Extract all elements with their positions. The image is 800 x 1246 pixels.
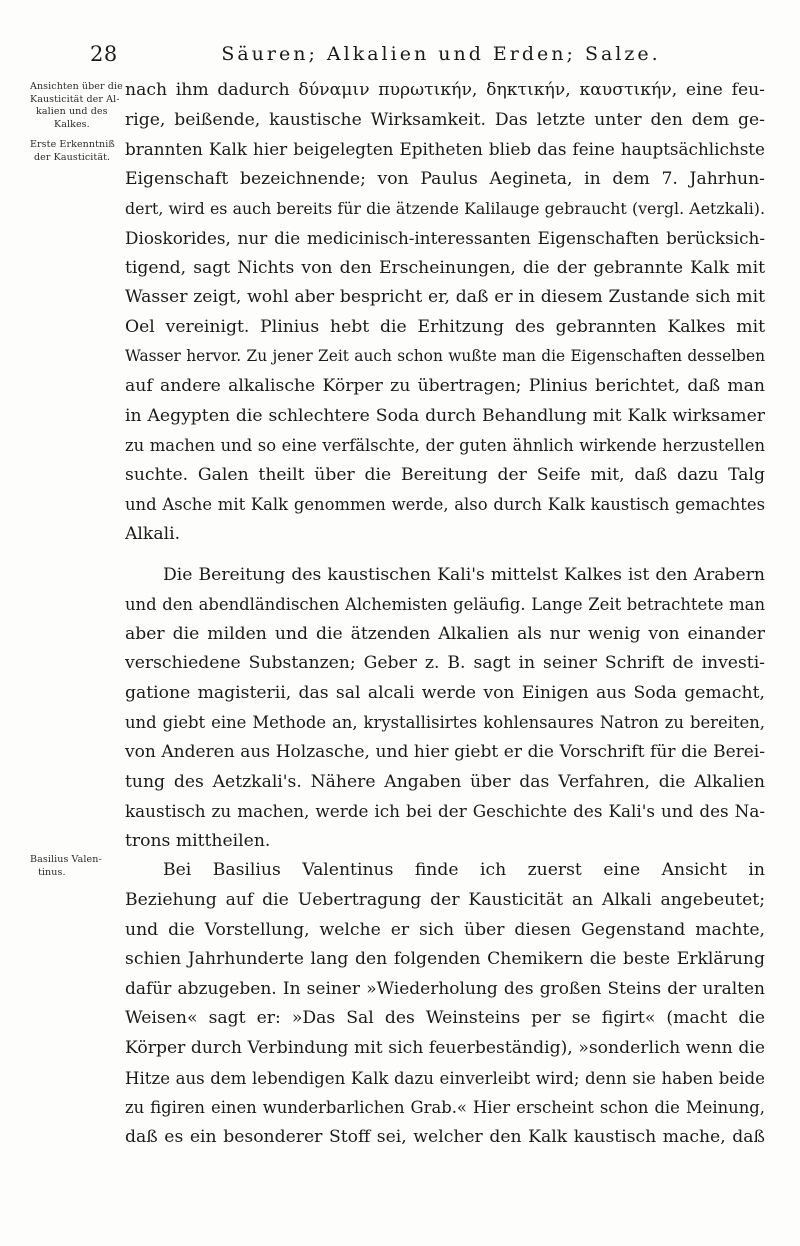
text-line: und die Vorstellung, welche er sich über diesen Gegenstand machte, xyxy=(125,919,765,940)
text-line: rige, beißende, kaustische Wirksamkeit. Das letzte unter den dem ge- xyxy=(125,109,765,130)
text-line: brannten Kalk hier beigelegten Epitheten blieb das feine hauptsächlichste xyxy=(125,139,765,160)
text-line: dert, wird es auch bereits für die ätzende Kalilauge gebraucht (vergl. Aetzkali). xyxy=(125,199,765,219)
text-line: Die Bereitung des kaustischen Kali's mittelst Kalkes ist den Arabern xyxy=(163,564,765,585)
page-number: 28 xyxy=(90,42,118,66)
text-line: dafür abzugeben. In seiner »Wiederholung des großen Steins der uralten xyxy=(125,978,765,999)
text-line: Wasser zeigt, wohl aber bespricht er, daß er in diesem Zustande sich mit xyxy=(125,287,765,308)
text-line: Dioskorides, nur die medicinisch-interessanten Eigenschaften berücksich- xyxy=(125,227,765,248)
text-line: gatione magisterii, das sal alcali werde von Einigen aus Soda gemacht, xyxy=(125,682,765,703)
text-line: tung des Aetzkali's. Nähere Angaben über das Verfahren, die Alkalien xyxy=(125,771,765,792)
text-line: kaustisch zu machen, werde ich bei der Geschichte des Kali's und des Na- xyxy=(125,801,765,822)
margin-note-line: kalien und des xyxy=(36,106,108,117)
margin-note-line: Ansichten über die xyxy=(30,81,123,92)
text-line: und den abendländischen Alchemisten geläufig. Lange Zeit betrachtete man xyxy=(125,595,765,615)
margin-note-line: Kalkes. xyxy=(54,118,90,130)
text-line: Hitze aus dem lebendigen Kalk dazu einverleibt wird; denn sie haben beide xyxy=(125,1068,765,1088)
margin-note-line: der Kausticität. xyxy=(34,151,111,163)
text-line: Alkali. xyxy=(125,523,181,544)
paragraph xyxy=(125,76,765,550)
text-line: und Asche mit Kalk genommen werde, also durch Kalk kaustisch gemachtes xyxy=(125,495,765,515)
margin-note-line: tinus. xyxy=(38,866,66,878)
text-line: Bei Basilius Valentinus finde ich zuerst eine Ansicht in xyxy=(163,860,765,881)
margin-note-kausticitaet-ansichten xyxy=(30,81,122,131)
margin-note-erste-erkenntniss xyxy=(30,139,122,164)
text-line: aber die milden und die ätzenden Alkalien als nur wenig von einander xyxy=(125,623,765,644)
text-line: Wasser hervor. Zu jener Zeit auch schon wußte man die Eigenschaften desselben xyxy=(125,347,765,366)
text-line: zu machen und so eine verfälschte, der guten ähnlich wirkende herzustellen xyxy=(125,436,765,456)
text-line: von Anderen aus Holzasche, und hier giebt er die Vorschrift für die Berei- xyxy=(125,742,765,763)
paragraph xyxy=(125,561,765,857)
text-line: in Aegypten die schlechtere Soda durch Behandlung mit Kalk wirksamer xyxy=(125,405,765,426)
page-header xyxy=(90,42,762,66)
main-text xyxy=(125,76,765,1152)
text-line: suchte. Galen theilt über die Bereitung der Seife mit, daß dazu Talg xyxy=(125,464,765,485)
text-line: nach ihm dadurch δύναμιν πυρωτικήν, δηκτικήν, καυστικήν, eine feu- xyxy=(125,80,765,100)
margin-note-basilius xyxy=(30,854,122,879)
margin-note-line: Basilius Valen- xyxy=(30,854,102,865)
text-line: Eigenschaft bezeichnende; von Paulus Aegineta, in dem 7. Jahrhun- xyxy=(125,168,765,189)
text-line: tigend, sagt Nichts von den Erscheinungen, die der gebrannte Kalk mit xyxy=(125,257,765,278)
text-line: schien Jahrhunderte lang den folgenden Chemikern die beste Erklärung xyxy=(125,949,765,970)
text-line: Beziehung auf die Uebertragung der Kausticität an Alkali angebeutet; xyxy=(125,890,765,911)
text-line: verschiedene Substanzen; Geber z. B. sagt in seiner Schrift de investi- xyxy=(125,653,765,674)
text-line: Oel vereinigt. Plinius hebt die Erhitzung des gebrannten Kalkes mit xyxy=(125,316,765,337)
text-line: auf andere alkalische Körper zu übertragen; Plinius berichtet, daß man xyxy=(125,375,765,396)
margin-note-line: Erste Erkenntniß xyxy=(30,139,115,150)
running-title: Säuren; Alkalien und Erden; Salze. xyxy=(221,43,661,65)
text-line: und giebt eine Methode an, krystallisirtes kohlensaures Natron zu bereiten, xyxy=(125,713,765,733)
paragraph xyxy=(125,856,765,1152)
text-line: daß es ein besonderer Stoff sei, welcher den Kalk kaustisch mache, daß xyxy=(125,1126,765,1147)
text-line: zu figiren einen wunderbarlichen Grab.« Hier erscheint schon die Meinung, xyxy=(125,1098,765,1118)
text-line: trons mittheilen. xyxy=(125,830,271,851)
margin-note-line: Kausticität der Al- xyxy=(30,93,120,105)
text-line: Weisen« sagt er: »Das Sal des Weinsteins per se figirt« (macht die xyxy=(125,1008,765,1029)
text-line: Körper durch Verbindung mit sich feuerbeständig), »sonderlich wenn die xyxy=(125,1038,765,1058)
